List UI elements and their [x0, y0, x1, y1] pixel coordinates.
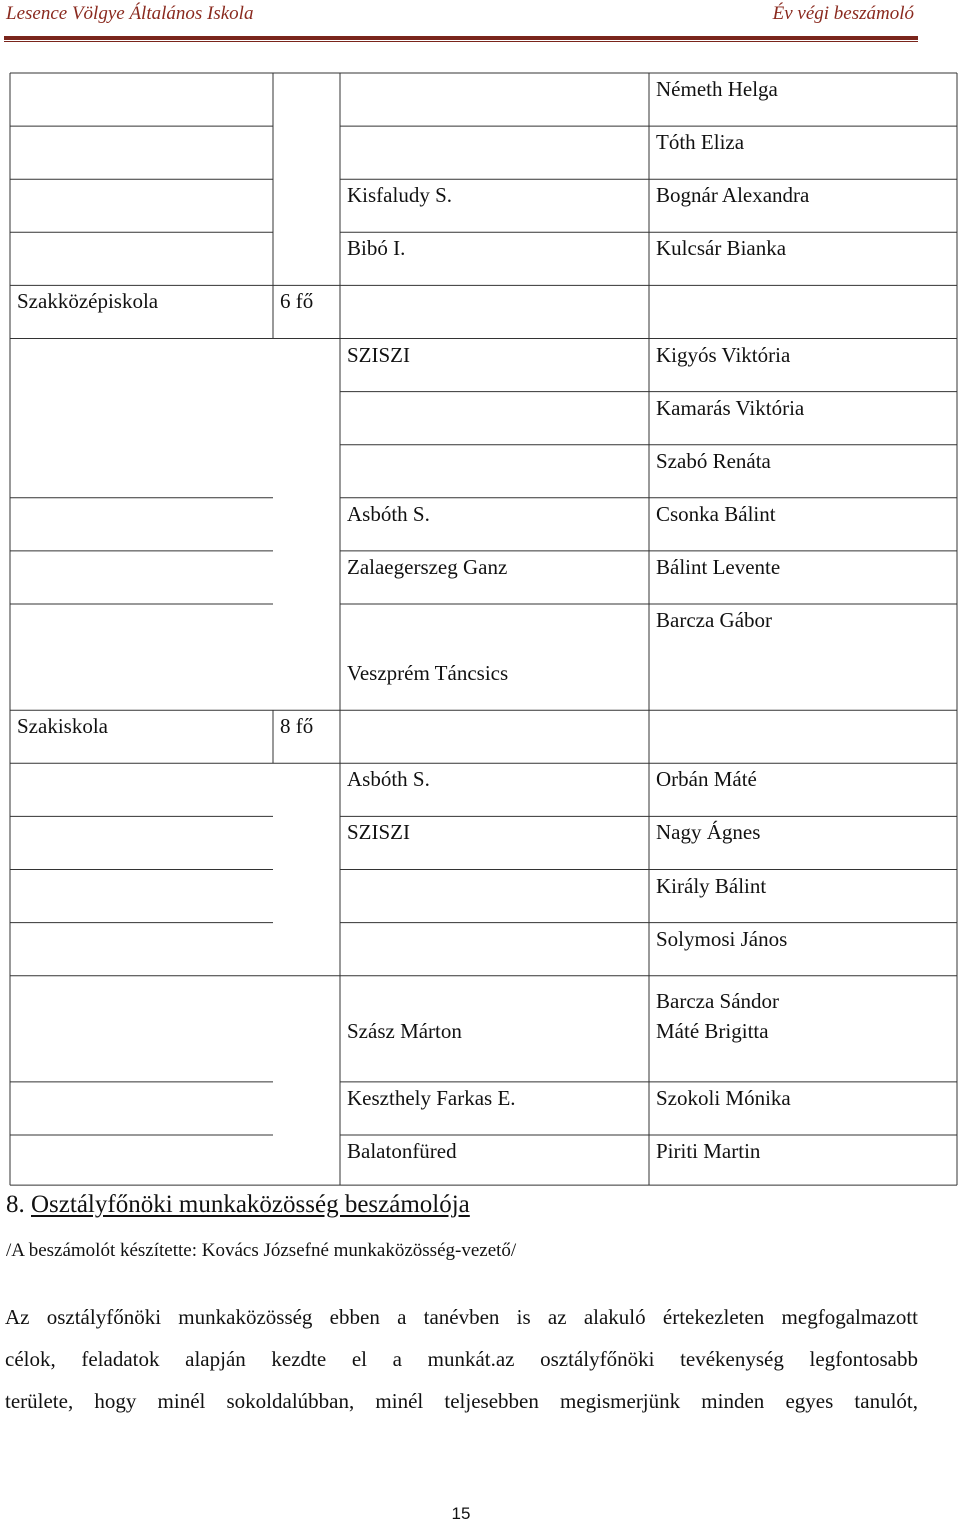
paragraph-line: Az osztályfőnöki munkaközösség ebben a tanévben is az alakuló értekezleten megfogalmazott — [5, 1305, 918, 1329]
table-cell: Veszprém Táncsics — [347, 661, 509, 686]
table-cell: Szakközépiskola — [17, 289, 159, 314]
table-cell: Bálint Levente — [656, 554, 781, 579]
table-cell: Szász Márton — [347, 1018, 462, 1043]
table-cell: Tóth Eliza — [656, 130, 745, 155]
table-cell: Orbán Máté — [656, 767, 757, 792]
section-number: 8. — [6, 1191, 25, 1218]
table-cell: Balatonfüred — [347, 1139, 457, 1163]
table-cell: Barcza Gábor — [656, 608, 773, 632]
paragraph-line: célok, feladatok alapján kezdte el a munkát.az osztályfőnöki tevékenység legfontosabb — [5, 1347, 918, 1371]
table-cell: Solymosi János — [656, 926, 788, 951]
table-cell: 8 fő — [280, 714, 314, 739]
page-number: 15 — [451, 1504, 471, 1523]
table-cell: Bognár Alexandra — [656, 183, 810, 208]
page-header — [0, 0, 960, 42]
header-school-name: Lesence Völgye Általános Iskola — [6, 3, 254, 24]
table-cell: Nagy Ágnes — [656, 820, 761, 845]
table-cell: Piriti Martin — [656, 1139, 761, 1163]
section-heading — [6, 1191, 470, 1219]
section-author: /A beszámolót készítette: Kovács Józsefné munkaközösség-vezető/ — [6, 1240, 517, 1261]
table-cell: 6 fő — [280, 289, 314, 314]
table-cell: Szabó Renáta — [656, 448, 771, 473]
table-cell: Asbóth S. — [347, 501, 430, 526]
table-cell: Bibó I. — [347, 236, 406, 261]
table-cell: Kisfaludy S. — [347, 183, 452, 208]
paragraph-line: területe, hogy minél sokoldalúbban, minél teljesebben megismerjünk minden egyes tanulót, — [5, 1389, 918, 1413]
table-cell: Szokoli Mónika — [656, 1085, 791, 1110]
table-cell: Asbóth S. — [347, 767, 430, 792]
table-cell: Zalaegerszeg Ganz — [347, 554, 508, 579]
table-cell: Máté Brigitta — [656, 1018, 769, 1043]
table-cell: Kamarás Viktória — [656, 395, 805, 420]
table-cell: SZISZI — [347, 342, 410, 367]
table-cell: SZISZI — [347, 820, 410, 845]
header-rule-thin — [4, 41, 918, 42]
table-cell: Keszthely Farkas E. — [347, 1085, 516, 1110]
body-paragraph — [5, 1296, 918, 1422]
table-cell: Csonka Bálint — [656, 501, 776, 526]
table-cell: Németh Helga — [656, 77, 778, 101]
table-cell: Szakiskola — [17, 714, 108, 739]
table-cell: Kigyós Viktória — [656, 342, 791, 367]
table-cell: Barcza Sándor — [656, 988, 780, 1013]
table-cell: Kulcsár Bianka — [656, 236, 787, 261]
header-rule — [4, 36, 918, 40]
section-title: Osztályfőnöki munkaközösség beszámolója — [31, 1191, 470, 1218]
header-report-title: Év végi beszámoló — [772, 3, 914, 24]
table-cell: Király Bálint — [656, 873, 767, 898]
